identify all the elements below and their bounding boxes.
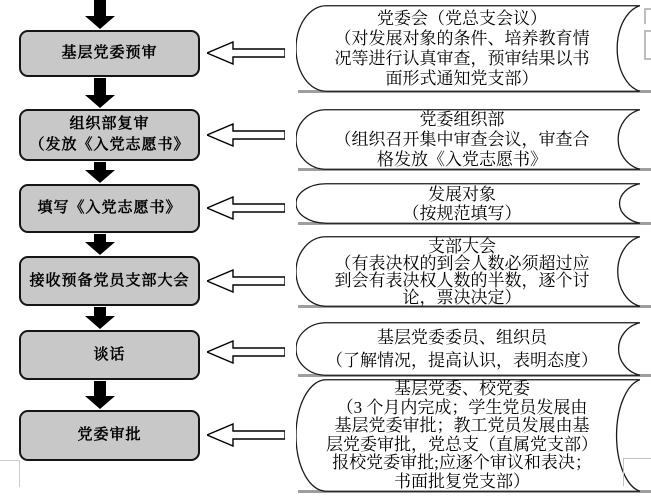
left-arrow-icon (207, 41, 285, 65)
callout-title: 基层党委委员、组织员 (377, 328, 547, 347)
callout-shape-1 (296, 5, 640, 92)
callout-line: 报校党委审批;应逐个审议和表决； (332, 453, 592, 472)
callout-line: （3 个月内完成；学生党员发展由 (336, 397, 588, 417)
callout-line: （按规范填写） (402, 203, 522, 223)
down-arrow-icon (85, 0, 115, 29)
callout-line: 论，票决决定） (402, 287, 522, 307)
callout-line: 层党委审批，党总支（直属党支部） (326, 434, 598, 454)
callout-line: （了解情况，提高认识，表明态度） (326, 351, 598, 370)
flow-step-label: 接收预备党员支部大会 (29, 272, 190, 289)
flow-step-box-3 (19, 184, 200, 233)
down-arrow-icon (85, 234, 115, 255)
table-gridline (0, 460, 20, 461)
down-arrow-icon (85, 307, 115, 329)
callout-title: 支部大会 (428, 236, 496, 256)
clipped-shape-fragment (644, 8, 651, 24)
callout-line: 书面批复党支部） (394, 471, 530, 491)
callout-line: （组织召开集中审查会议，审查合 (334, 129, 590, 149)
callout-shape-4 (296, 236, 640, 307)
callout-line: 面形式通知党支部） (385, 68, 539, 88)
down-arrow-icon (85, 162, 115, 183)
left-arrow-icon (207, 423, 285, 447)
clipped-shape-fragment (623, 458, 651, 486)
callout-line: 格发放《入党志愿书》 (377, 149, 547, 169)
flow-step-label: 谈话 (93, 346, 126, 363)
left-arrow-icon (207, 340, 285, 364)
flow-step-label: （发放《入党志愿书》 (29, 137, 190, 153)
table-gridline (19, 460, 20, 487)
flow-step-box-5 (19, 330, 200, 380)
callout-line: 况等进行认真审查，预审结果以书 (334, 48, 590, 68)
flow-step-box-4 (19, 256, 200, 306)
flow-step-box-1 (19, 30, 200, 77)
callout-title: 党委会（党总支会议） (377, 8, 547, 28)
flow-step-label: 组织部复审 (69, 116, 150, 132)
down-arrow-icon (85, 78, 115, 108)
callout-shape-2 (296, 109, 640, 170)
down-arrow-icon (85, 381, 115, 409)
callout-shape-5 (296, 322, 640, 376)
left-arrow-icon (207, 196, 285, 220)
flow-step-label: 基层党委预审 (61, 45, 158, 61)
callout-line: （对发展对象的条件、培养教育情 (334, 28, 590, 48)
flow-step-label: 党委审批 (77, 427, 142, 443)
left-arrow-icon (207, 269, 285, 293)
flow-step-box-2 (19, 109, 200, 161)
callout-shape-3 (296, 183, 640, 224)
callout-title: 党委组织部 (419, 109, 505, 129)
clipped-shape-fragment (644, 30, 651, 60)
callout-title: 基层党委、校党委 (394, 379, 530, 398)
callout-line: 基层党委审批；教工党员发展由基 (334, 416, 590, 435)
callout-line: 到会有表决权人数的半数，逐个讨 (334, 270, 590, 290)
callout-line: （有表决权的到会人数必须超过应 (334, 253, 590, 273)
left-arrow-icon (207, 123, 285, 147)
callout-shape-6 (296, 379, 640, 492)
callout-title: 发展对象 (428, 184, 496, 204)
flow-step-label: 填写《入党志愿书》 (37, 200, 182, 216)
flow-step-box-6 (19, 410, 200, 461)
